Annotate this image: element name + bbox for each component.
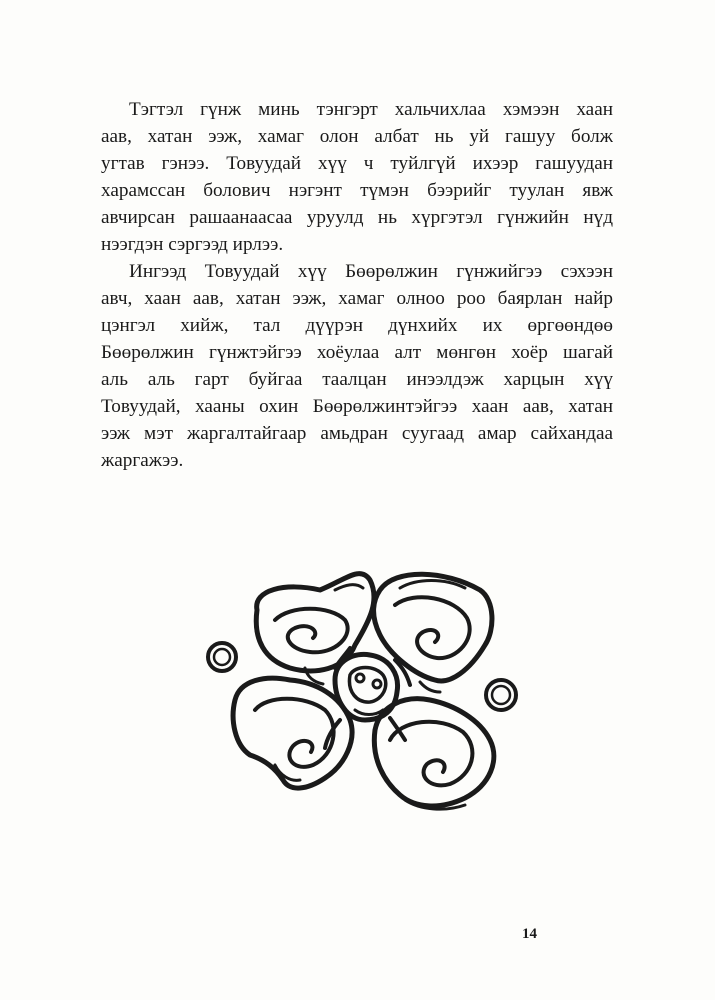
text-line: Товуудай, хааны охин Бөөрөлжинтэйгээ хаан аав, хатан [101,396,613,417]
center-medallion-icon [335,654,398,720]
text-line: авч, хаан аав, хатан ээж, хамаг олноо роо баярлан найр [101,288,613,309]
page-number: 14 [522,926,537,942]
text-line: жаргажээ. [101,450,184,471]
text-line: Бөөрөлжин гүнжтэйгээ хоёулаа алт мөнгөн хоёр шагай [101,342,613,363]
paragraph-2 [101,258,613,474]
text-line: Тэгтэл гүнж минь тэнгэрт хальчихлаа хэмээн хаан [129,99,613,120]
text-line: аль аль гарт буйгаа таалцан инээлдэж харцын хүү [101,369,613,390]
left-ring-icon [208,643,236,671]
text-line: харамссан болович нэгэнт түмэн бээрийг туулан явж [101,180,613,201]
text-line: Ингээд Товуудай хүү Бөөрөлжин гүнжийгээ сэхээн [129,261,613,282]
text-line: цэнгэл хийж, тал дүүрэн дүнхийх их өргөөндөө [101,315,613,336]
petal-bottom-right-icon [374,699,494,809]
story-text [101,96,613,474]
text-line: нээгдэн сэргээд ирлээ. [101,234,284,255]
text-line: авчирсан рашаанаасаа уруулд нь хүргэтэл гүнжийн нүд [101,207,613,228]
paragraph-1 [101,96,613,258]
text-line: ээж мэт жаргалтайгаар амьдран суугаад амар сайхандаа [101,423,613,444]
text-line: аав, хатан ээж, хамаг олон албат нь уй гашуу болж [101,126,613,147]
right-ring-icon [486,680,516,710]
text-line: угтав гэнээ. Товуудай хүү ч туйлгүй ихээр гашуудан [101,153,613,174]
knot-rosette-ornament-icon [195,560,525,820]
petal-bottom-left-icon [233,678,352,788]
